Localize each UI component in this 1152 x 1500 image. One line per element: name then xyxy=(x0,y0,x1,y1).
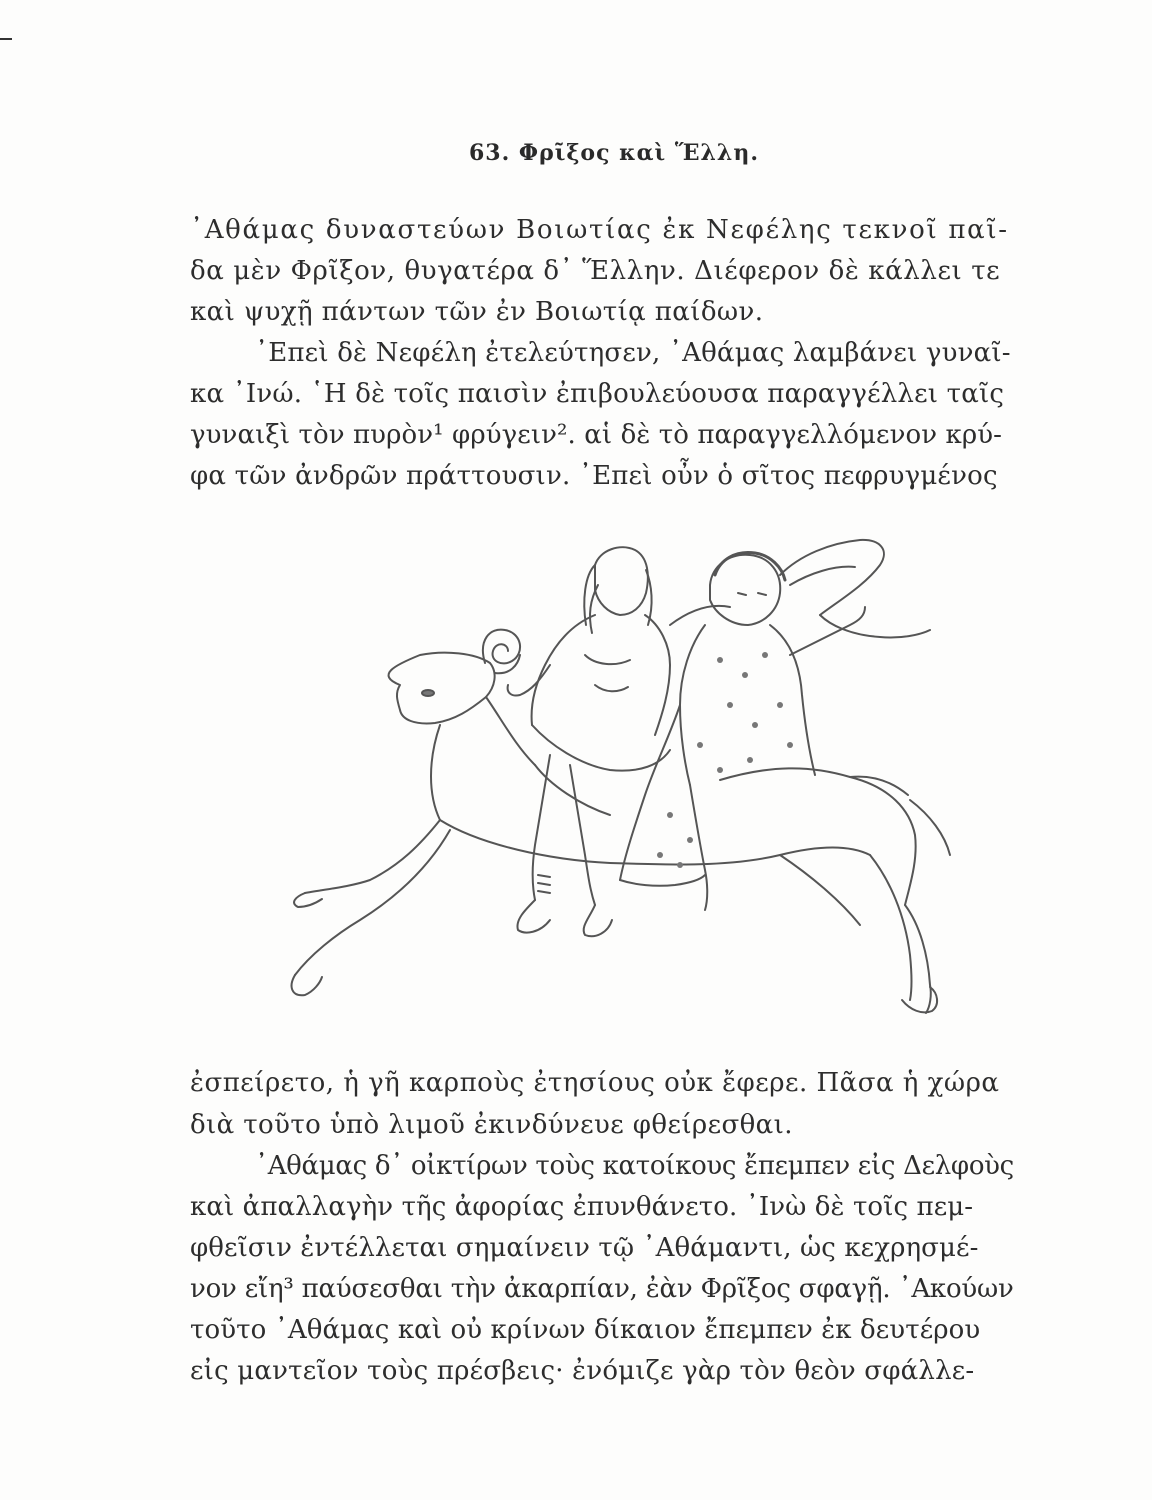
text-line: φθεῖσιν ἐντέλλεται σημαίνειν τῷ ᾿Αθάμαντι, ὡς κεχρησμέ- xyxy=(190,1233,979,1263)
phrixus-helle-ram-illustration xyxy=(250,515,970,1035)
text-line: φα τῶν ἀνδρῶν πράττουσιν. ᾿Επεὶ οὖν ὁ σῖτος πεφρυγμένος xyxy=(190,461,998,491)
text-line: κα ᾿Ινώ. ῾Η δὲ τοῖς παισὶν ἐπιβουλεύουσα παραγγέλλει ταῖς xyxy=(190,379,1005,409)
text-line: ἐσπείρετο, ἡ γῆ καρποὺς ἐτησίους οὐκ ἔφερε. Πᾶσα ἡ χώρα xyxy=(190,1068,1000,1098)
text-line: ᾿Επεὶ δὲ Νεφέλη ἐτελεύτησεν, ᾿Αθάμας λαμβάνει γυναῖ- xyxy=(255,338,1011,368)
text-line: καὶ ψυχῇ πάντων τῶν ἐν Βοιωτίᾳ παίδων. xyxy=(190,297,764,327)
text-line: γυναιξὶ τὸν πυρὸν¹ φρύγειν². αἱ δὲ τὸ παραγγελλόμενον κρύ- xyxy=(190,420,1003,450)
text-line: διὰ τοῦτο ὑπὸ λιμοῦ ἐκινδύνευε φθείρεσθαι. xyxy=(190,1110,793,1140)
text-line: ᾿Αθάμας δ᾿ οἰκτίρων τοὺς κατοίκους ἔπεμπεν εἰς Δελφοὺς xyxy=(255,1151,1014,1181)
text-line: νον εἴη³ παύσεσθαι τὴν ἀκαρπίαν, ἐὰν Φρῖξος σφαγῇ. ᾿Ακούων xyxy=(190,1274,1014,1304)
text-line: ᾿Αθάμας δυναστεύων Βοιωτίας ἐκ Νεφέλης τεκνοῖ παῖ- xyxy=(190,215,1009,245)
text-line: εἰς μαντεῖον τοὺς πρέσβεις· ἐνόμιζε γὰρ τὸν θεὸν σφάλλε- xyxy=(190,1356,975,1386)
text-line: τοῦτο ᾿Αθάμας καὶ οὐ κρίνων δίκαιον ἔπεμπεν ἐκ δευτέρου xyxy=(190,1315,981,1345)
text-line: καὶ ἀπαλλαγὴν τῆς ἀφορίας ἐπυνθάνετο. ᾿Ινὼ δὲ τοῖς πεμ- xyxy=(190,1192,974,1222)
chapter-title: 63. Φρῖξος καὶ Ἕλλη. xyxy=(469,140,759,166)
text-line: δα μὲν Φρῖξον, θυγατέρα δ᾿ Ἕλλην. Διέφερον δὲ κάλλει τε xyxy=(190,256,1001,286)
scan-edge-mark xyxy=(0,38,12,40)
